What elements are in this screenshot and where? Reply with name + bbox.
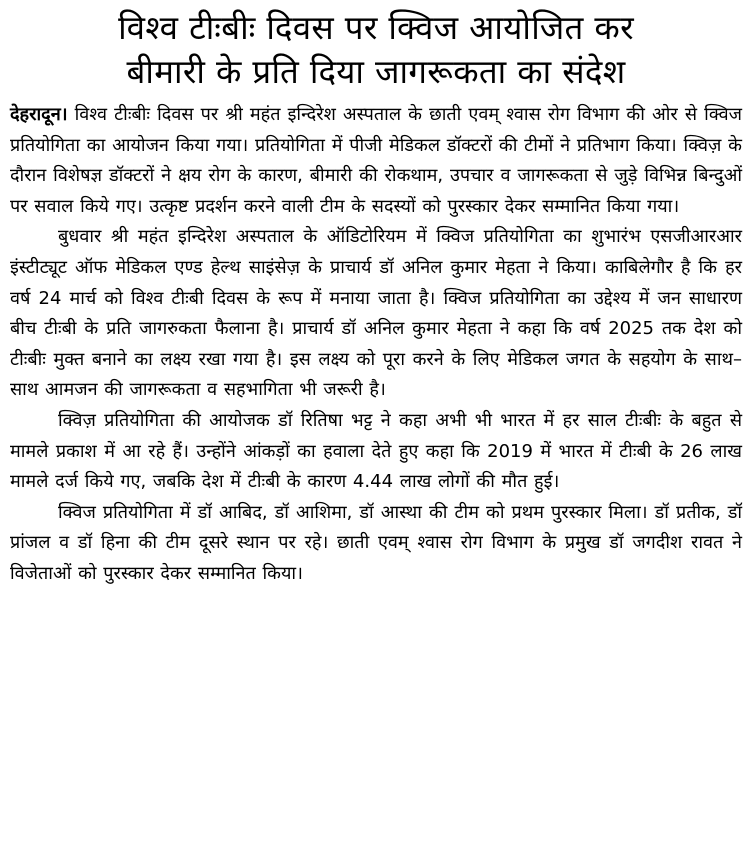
article-paragraph-1 <box>10 100 742 222</box>
dateline: देहरादून। <box>10 104 68 125</box>
paragraph-1-text: विश्व टीःबीः दिवस पर श्री महंत इन्दिरेश अस्पताल के छाती एवम् श्वास रोग विभाग की ओर से क्विज प्रतियोगिता का आयोजन किया गया। प्रतियोगिता में पीजी मेडिकल डॉक्टरों की टीमों ने प्रतिभाग किया। क्विज़ के दौरान विशेषज्ञ डॉक्टरों ने क्षय रोग के कारण, बीमारी की रोकथाम, उपचार व जागरूकता से जुड़े विभिन्न बिन्दुओं पर सवाल किये गए। उत्कृष्ट प्रदर्शन करने वाली टीम के सदस्यों को पुरस्कार देकर सम्मानित किया गया। <box>10 104 742 217</box>
headline-line-1: विश्व टीःबीः दिवस पर क्विज आयोजित कर <box>118 8 634 47</box>
article-headline <box>10 6 742 94</box>
article-paragraph-4: क्विज प्रतियोगिता में डॉ आबिद, डॉ आशिमा, डॉ आस्था की टीम को प्रथम पुरस्कार मिला। डॉ प्रतीक, डॉ प्रांजल व डॉ हिना की टीम दूसरे स्थान पर रहे। छाती एवम् श्वास रोग विभाग के प्रमुख डॉ जगदीश रावत ने विजेताओं को पुरस्कार देकर सम्मानित किया। <box>10 501 742 584</box>
headline-line-2: बीमारी के प्रति दिया जागरूकता का संदेश <box>126 52 626 91</box>
article-paragraph-2: बुधवार श्री महंत इन्दिरेश अस्पताल के ऑडिटोरियम में क्विज प्रतियोगिता का शुभारंभ एसजीआरआर इंस्टीट्यूट ऑफ मेडिकल एण्ड हेल्थ साइंसेज़ के प्राचार्य डॉ अनिल कुमार मेहता ने किया। काबिलेगौर है कि हर वर्ष 24 मार्च को विश्व टीःबी दिवस के रूप में मनाया जाता है। क्विज प्रतियोगिता का उद्देश्य में जन साधारण बीच टीःबी के प्रति जागरुकता फैलाना है। प्राचार्य डॉ अनिल कुमार मेहता ने कहा कि वर्ष 2025 तक देश को टीःबीः मुक्त बनाने का लक्ष्य रखा गया है। इस लक्ष्य को पूरा करने के लिए मेडिकल जगत के सहयोग के साथ–साथ आमजन की जागरूकता व सहभागिता भी जरूरी है। <box>10 226 742 401</box>
article-paragraph-3: क्विज़ प्रतियोगिता की आयोजक डॉ रितिषा भट्ट ने कहा अभी भी भारत में हर साल टीःबीः के बहुत से मामले प्रकाश में आ रहे हैं। उन्होंने आंकड़ों का हवाला देते हुए कहा कि 2019 में भारत में टीःबी के 26 लाख मामले दर्ज किये गए, जबकि देश में टीःबी के कारण 4.44 लाख लोगों की मौत हुई। <box>10 409 742 493</box>
